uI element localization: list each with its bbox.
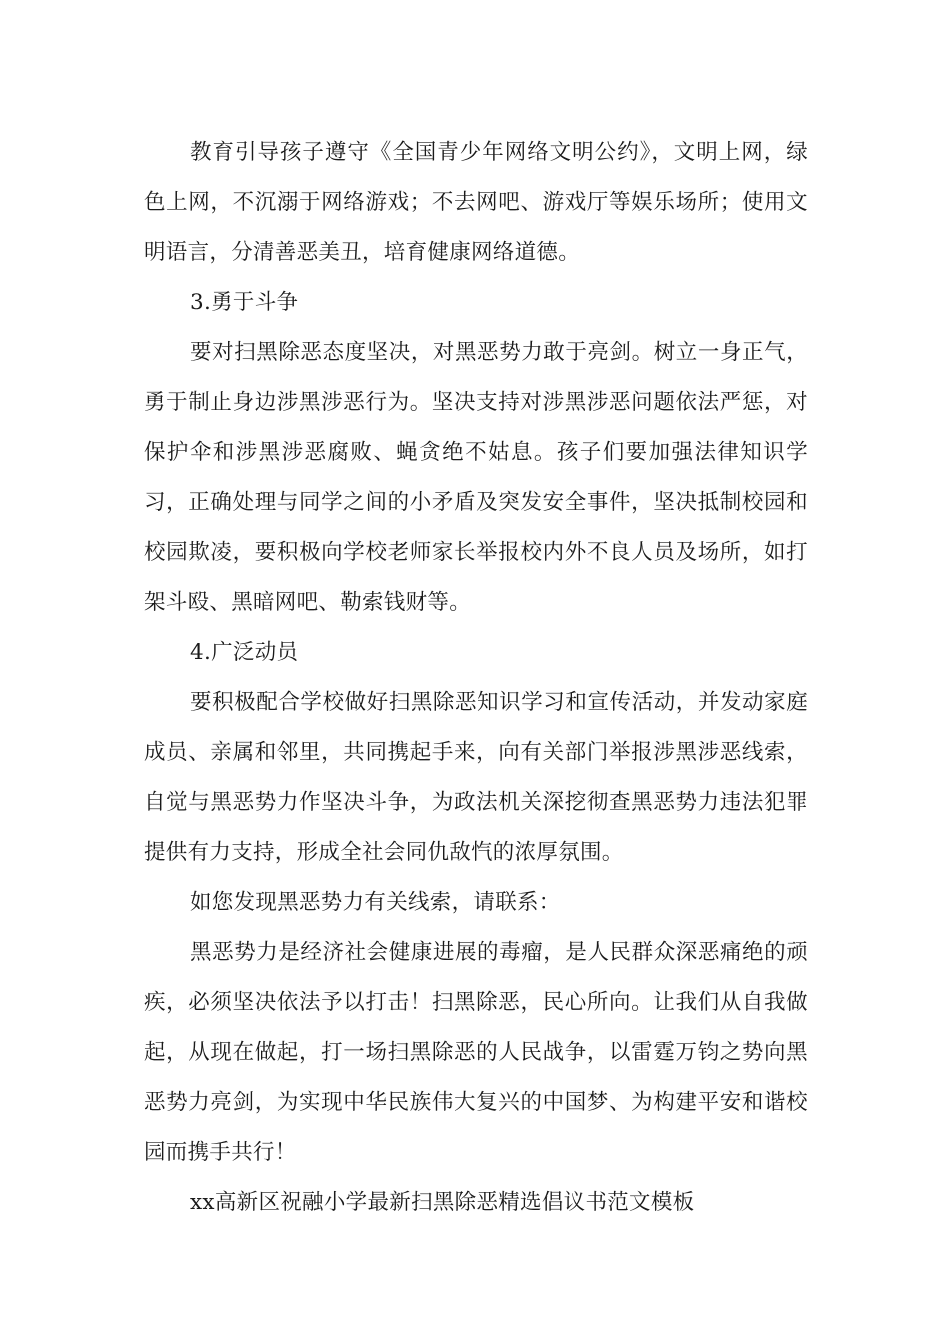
- document-body: [144, 128, 808, 1228]
- paragraph-dare-to-struggle: 要对扫黑除恶态度坚决，对黑恶势力敢于亮剑。树立一身正气，勇于制止身边涉黑涉恶行为。坚决支持对涉黑涉恶问题依法严惩，对保护伞和涉黑涉恶腐败、蝇贪绝不姑息。孩子们要加强法律知识学习，正确处理与同学之间的小矛盾及突发安全事件，坚决抵制校园和校园欺凌，要积极向学校老师家长举报校内外不良人员及场所，如打架斗殴、黑暗网吧、勒索钱财等。: [144, 340, 808, 615]
- section-heading-4: 4.广泛动员: [190, 640, 299, 665]
- document-title-footer: xx高新区祝融小学最新扫黑除恶精选倡议书范文模板: [190, 1190, 695, 1215]
- paragraph-closing-call: 黑恶势力是经济社会健康进展的毒瘤，是人民群众深恶痛绝的顽疾，必须坚决依法予以打击！扫黑除恶，民心所向。让我们从自我做起，从现在做起，打一场扫黑除恶的人民战争，以雷霆万钧之势向黑恶势力亮剑，为实现中华民族伟大复兴的中国梦、为构建平安和谐校园而携手共行！: [144, 940, 808, 1165]
- paragraph-mobilization: 要积极配合学校做好扫黑除恶知识学习和宣传活动，并发动家庭成员、亲属和邻里，共同携起手来，向有关部门举报涉黑涉恶线索，自觉与黑恶势力作坚决斗争，为政法机关深挖彻查黑恶势力违法犯罪提供有力支持，形成全社会同仇敌忾的浓厚氛围。: [144, 690, 808, 865]
- paragraph-contact: 如您发现黑恶势力有关线索，请联系：: [190, 890, 561, 915]
- paragraph-internet-civility: 教育引导孩子遵守《全国青少年网络文明公约》，文明上网，绿色上网，不沉溺于网络游戏；不去网吧、游戏厅等娱乐场所；使用文明语言，分清善恶美丑，培育健康网络道德。: [144, 140, 808, 265]
- section-heading-3: 3.勇于斗争: [190, 290, 299, 315]
